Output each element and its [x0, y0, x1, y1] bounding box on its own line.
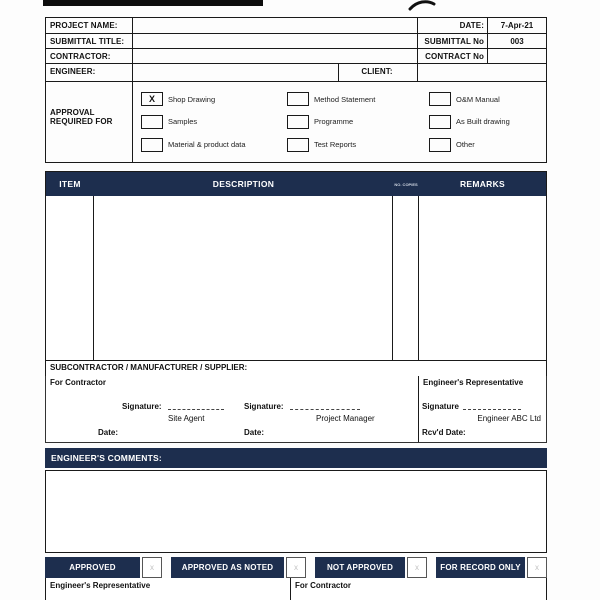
submittal-title-label: SUBMITTAL TITLE:: [46, 34, 133, 49]
approved-as-noted-checkbox[interactable]: x: [286, 557, 306, 578]
engineers-comments-box[interactable]: [45, 470, 547, 553]
approval-option-programme: [287, 111, 429, 134]
copies-column-header: NO. COPIES: [394, 181, 418, 187]
other-checkbox[interactable]: [429, 138, 451, 152]
option-label: Samples: [168, 117, 198, 127]
engineer-signature-cell: [419, 376, 546, 442]
date1-label: Date:: [98, 428, 119, 437]
contract-no-value[interactable]: [488, 49, 546, 64]
approved-button[interactable]: APPROVED: [45, 557, 140, 578]
approval-option-material-product-data: [141, 133, 287, 156]
submittal-no-label: SUBMITTAL No: [418, 34, 488, 49]
project-info-table: [45, 17, 547, 163]
option-label: As Built drawing: [456, 117, 510, 127]
project-name-field[interactable]: [133, 18, 418, 34]
contract-no-label: CONTRACT No: [418, 49, 488, 64]
description-cell[interactable]: [94, 196, 393, 360]
option-label: Shop Drawing: [168, 94, 216, 104]
approval-option-shop-drawing: [141, 88, 287, 111]
test-reports-checkbox[interactable]: [287, 138, 309, 152]
signature1-label: Signature:: [122, 402, 162, 411]
approval-required-label: APPROVAL REQUIRED FOR: [46, 82, 133, 162]
footer-signer-row: [45, 578, 547, 600]
remarks-cell[interactable]: [419, 196, 546, 360]
material-product-data-checkbox[interactable]: [141, 138, 163, 152]
option-label: Programme: [314, 117, 354, 127]
subcontractor-row[interactable]: SUBCONTRACTOR / MANUFACTURER / SUPPLIER:: [46, 360, 546, 376]
option-label: O&M Manual: [456, 94, 500, 104]
project-manager-role: Project Manager: [316, 414, 375, 423]
project-name-label: PROJECT NAME:: [46, 18, 133, 34]
pen-swoosh-icon: [408, 0, 436, 11]
engineer-company: Engineer ABC Ltd: [477, 414, 541, 423]
engineers-comments-header: ENGINEER'S COMMENTS:: [45, 448, 547, 468]
date-value[interactable]: 7-Apr-21: [488, 18, 546, 34]
option-label: Method Statement: [314, 94, 376, 104]
samples-checkbox[interactable]: [141, 115, 163, 129]
approved-checkbox[interactable]: x: [142, 557, 162, 578]
description-column-header: DESCRIPTION: [212, 179, 275, 189]
decision-not-approved: [315, 557, 427, 578]
rcvd-date-label: Rcv'd Date:: [422, 428, 466, 437]
engineers-representative-title: Engineer's Representative: [423, 378, 524, 387]
approval-option-other: [429, 133, 546, 156]
remarks-column-header: REMARKS: [459, 179, 506, 189]
decision-for-record-only: [436, 557, 547, 578]
approved-as-noted-button[interactable]: APPROVED AS NOTED: [171, 557, 284, 578]
signature2-label: Signature:: [244, 402, 284, 411]
engineer-label: ENGINEER:: [46, 64, 133, 82]
submittal-title-field[interactable]: [133, 34, 418, 49]
items-table-header: [46, 172, 546, 196]
decision-row: [45, 557, 547, 578]
for-record-only-checkbox[interactable]: x: [527, 557, 547, 578]
signature-block: [45, 376, 547, 443]
approval-options: [133, 82, 546, 162]
item-column-header: ITEM: [59, 179, 81, 189]
items-table-body: [46, 196, 546, 360]
not-approved-button[interactable]: NOT APPROVED: [315, 557, 405, 578]
redacted-title-bar: [43, 0, 263, 6]
programme-checkbox[interactable]: [287, 115, 309, 129]
engineer-signature-label: Signature: [422, 402, 459, 411]
option-label: Other: [456, 140, 475, 150]
approval-option-om-manual: [429, 88, 546, 111]
option-label: Test Reports: [314, 140, 357, 150]
om-manual-checkbox[interactable]: [429, 92, 451, 106]
signature1-line[interactable]: [168, 402, 224, 410]
contractor-signature-cell: [46, 376, 419, 442]
approval-option-samples: [141, 111, 287, 134]
date-label: DATE:: [418, 18, 488, 34]
approval-option-method-statement: [287, 88, 429, 111]
decision-approved-as-noted: [171, 557, 306, 578]
signature2-line[interactable]: [290, 402, 360, 410]
date2-label: Date:: [244, 428, 265, 437]
as-built-drawing-checkbox[interactable]: [429, 115, 451, 129]
submittal-no-value[interactable]: 003: [488, 34, 546, 49]
item-cell[interactable]: [46, 196, 94, 360]
site-agent-role: Site Agent: [168, 414, 205, 423]
contractor-label: CONTRACTOR:: [46, 49, 133, 64]
contractor-field[interactable]: [133, 49, 418, 64]
footer-engineers-representative: Engineer's Representative: [46, 578, 291, 600]
client-label: CLIENT:: [339, 64, 418, 82]
engineer-field[interactable]: [133, 64, 339, 82]
option-label: Material & product data: [168, 140, 246, 150]
engineer-signature-line[interactable]: [463, 402, 521, 410]
copies-cell[interactable]: [393, 196, 419, 360]
method-statement-checkbox[interactable]: [287, 92, 309, 106]
decision-approved: [45, 557, 162, 578]
shop-drawing-checkbox[interactable]: X: [141, 92, 163, 106]
footer-for-contractor: For Contractor: [295, 581, 351, 590]
items-table: [45, 171, 547, 376]
not-approved-checkbox[interactable]: x: [407, 557, 427, 578]
for-contractor-title: For Contractor: [50, 378, 106, 387]
client-field[interactable]: [418, 64, 546, 82]
approval-option-as-built-drawing: [429, 111, 546, 134]
approval-option-test-reports: [287, 133, 429, 156]
for-record-only-button[interactable]: FOR RECORD ONLY: [436, 557, 525, 578]
